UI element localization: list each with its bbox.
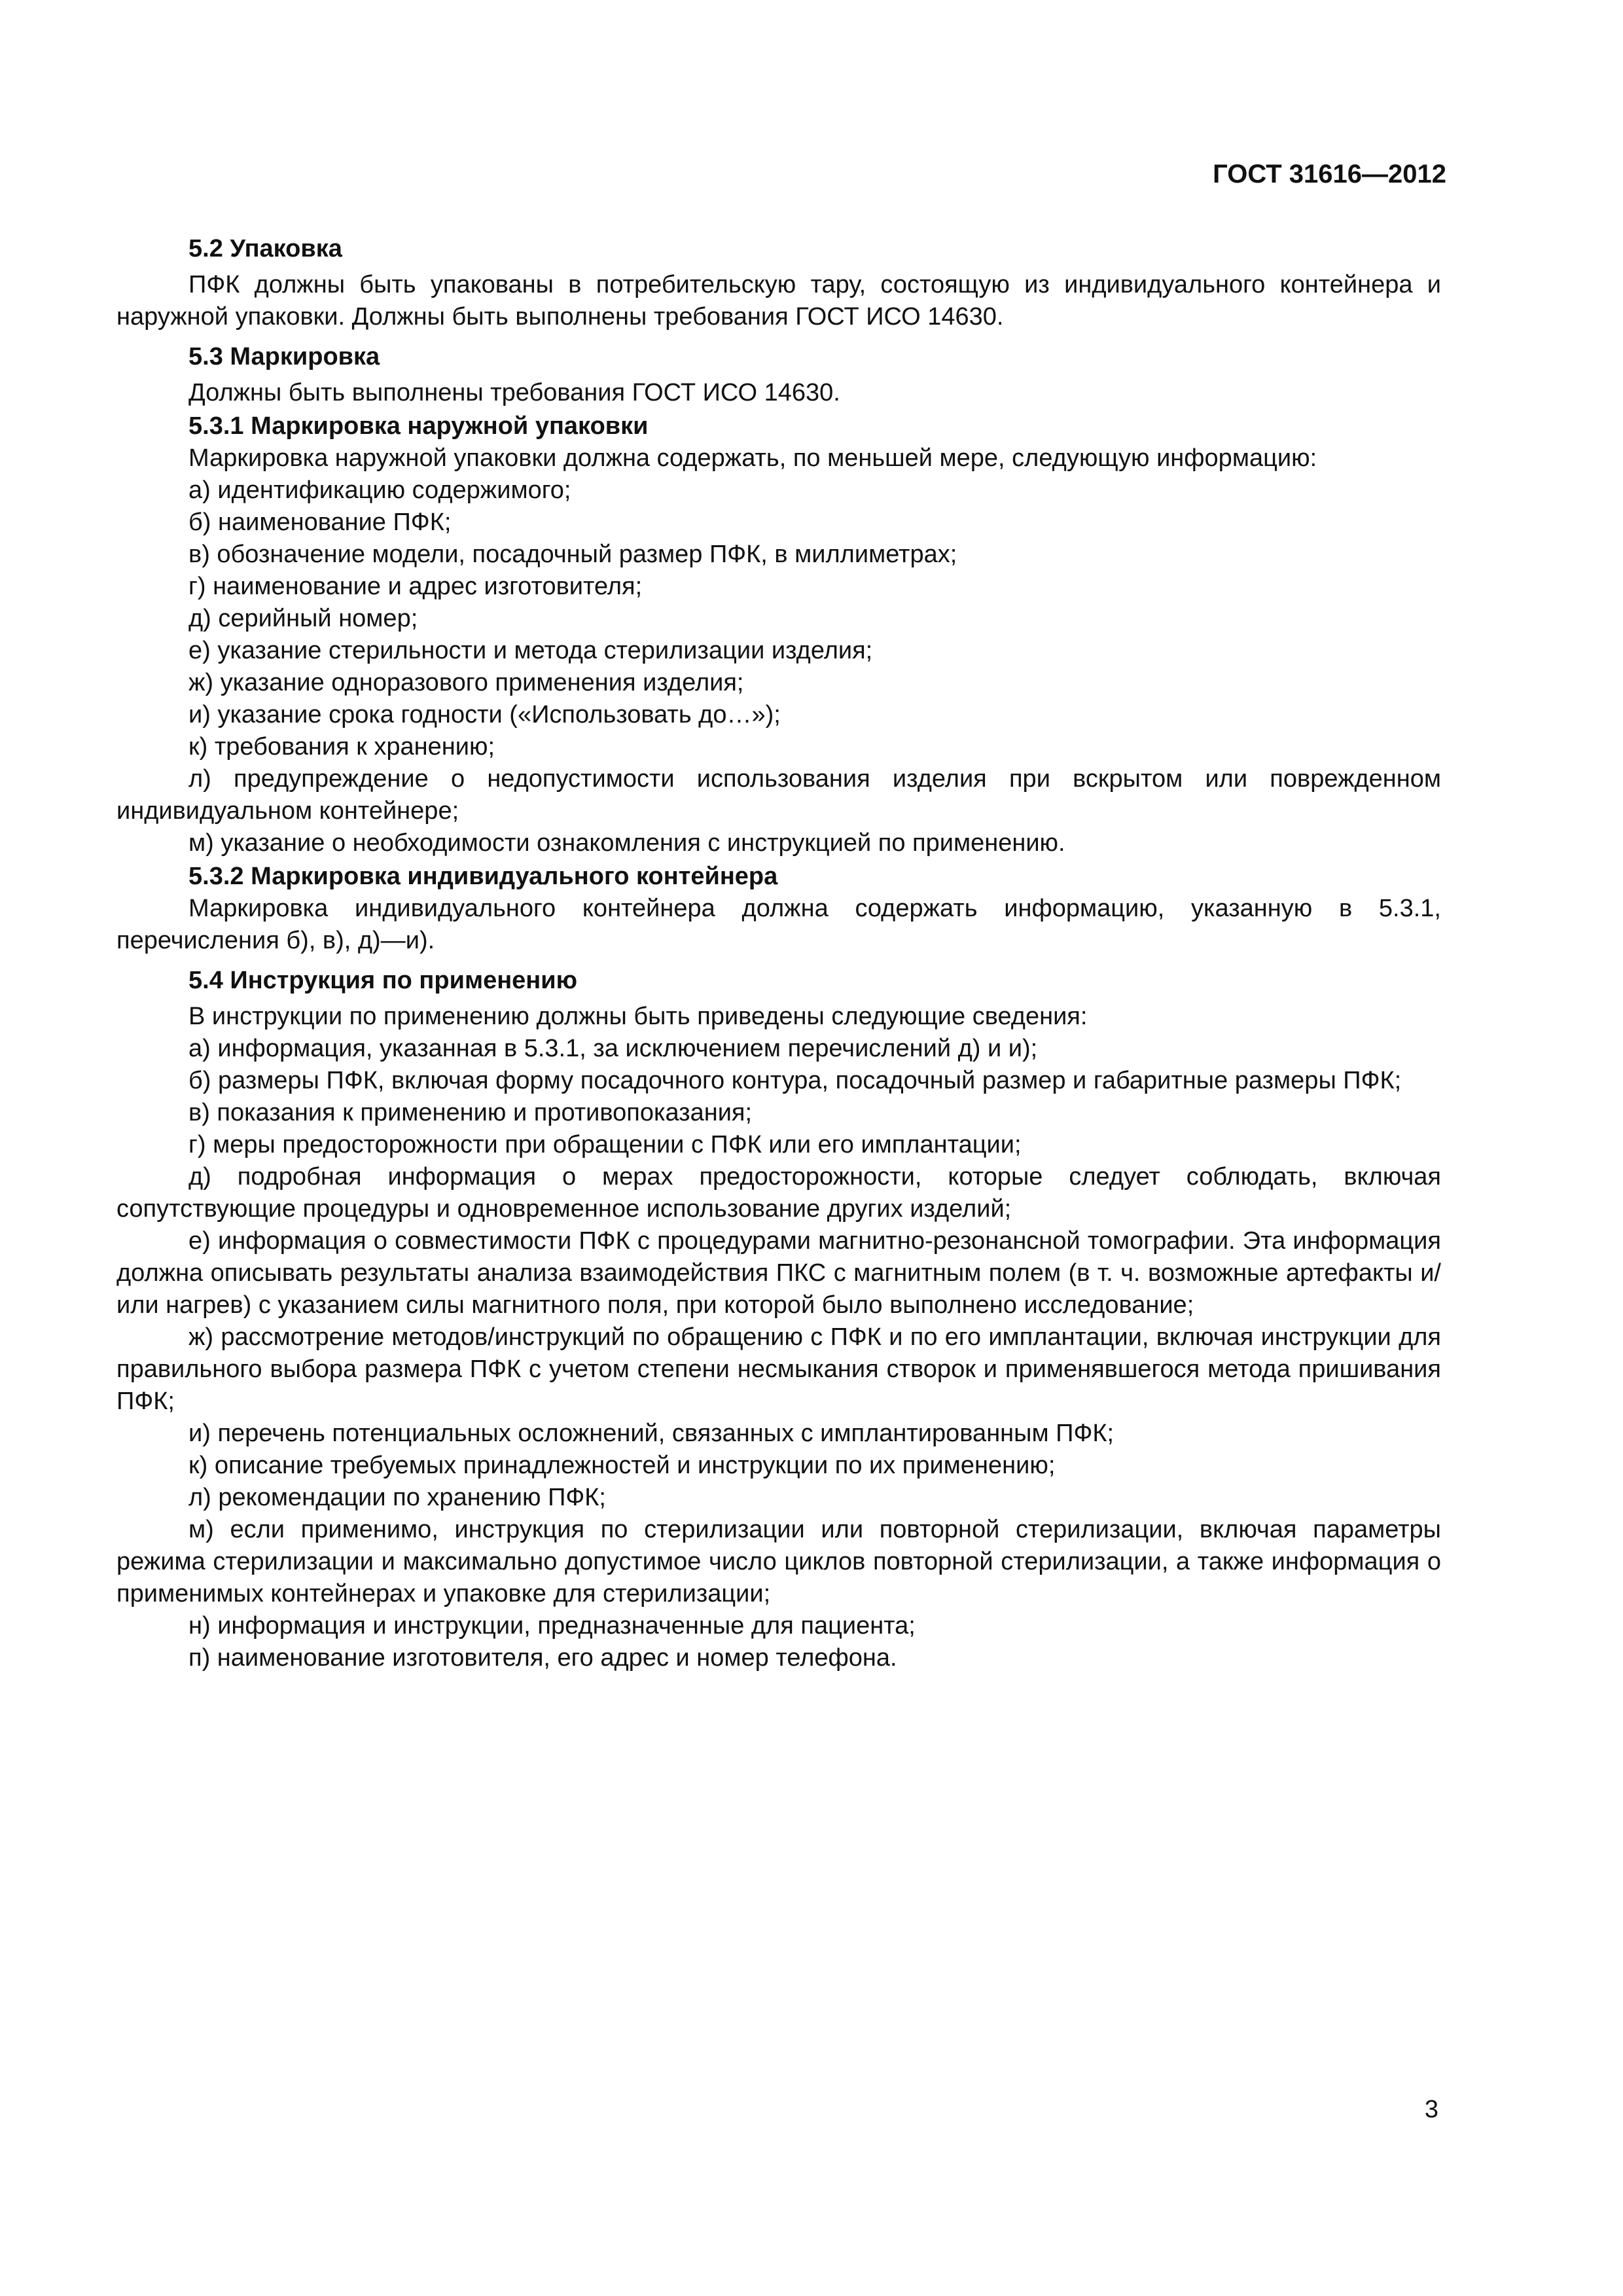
list-item: б) размеры ПФК, включая форму посадочного контура, посадочный размер и габаритные размеры ПФК;: [188, 1067, 1402, 1094]
list-item: и) указание срока годности («Использовать до…»);: [188, 701, 781, 728]
document-code: ГОСТ 31616—2012: [1213, 160, 1446, 188]
paragraph: Маркировка наружной упаковки должна содержать, по меньшей мере, следующую информацию:: [188, 444, 1317, 472]
list-item: к) требования к хранению;: [188, 733, 495, 761]
list-item: и) перечень потенциальных осложнений, связанных с имплантированным ПФК;: [188, 1420, 1115, 1447]
list-item: л) рекомендации по хранению ПФК;: [188, 1484, 606, 1511]
list-item: б) наименование ПФК;: [188, 509, 452, 536]
list-item: в) показания к применению и противопоказания;: [188, 1099, 753, 1126]
section-heading-5-2: 5.2 Упаковка: [188, 235, 342, 262]
list-item: к) описание требуемых принадлежностей и инструкции по их применению;: [188, 1452, 1056, 1479]
paragraph: В инструкции по применению должны быть приведены следующие сведения:: [188, 1003, 1088, 1030]
list-item: г) меры предосторожности при обращении с ПФК или его имплантации;: [188, 1131, 1022, 1158]
list-item: а) информация, указанная в 5.3.1, за исключением перечислений д) и и);: [188, 1035, 1038, 1062]
list-item: л) предупреждение о недопустимости использования изделия при вскрытом или поврежденном индивидуальном контейнере;: [116, 765, 1441, 825]
list-item: д) подробная информация о мерах предосторожности, которые следует соблюдать, включая сопутствующие процедуры и одновременное использование других изделий;: [116, 1163, 1441, 1223]
list-item: е) указание стерильности и метода стерилизации изделия;: [188, 637, 873, 664]
list-item: а) идентификацию содержимого;: [188, 476, 571, 504]
list-item: д) серийный номер;: [188, 605, 418, 632]
list-item: н) информация и инструкции, предназначенные для пациента;: [188, 1612, 916, 1640]
list-item: п) наименование изготовителя, его адрес и номер телефона.: [188, 1644, 897, 1672]
section-heading-5-4: 5.4 Инструкция по применению: [188, 967, 578, 994]
subsection-heading-5-3-1: 5.3.1 Маркировка наружной упаковки: [188, 412, 649, 440]
list-item: ж) рассмотрение методов/инструкций по обращению с ПФК и по его имплантации, включая инструкции для правильного выбора размера ПФК с учетом степени несмыкания створок и применявшегося метода пришивания ПФК;: [116, 1323, 1441, 1415]
paragraph: ПФК должны быть упакованы в потребительскую тару, состоящую из индивидуального контейнера и наружной упаковки. Должны быть выполнены требования ГОСТ ИСО 14630.: [116, 271, 1441, 331]
list-item: м) если применимо, инструкция по стерилизации или повторной стерилизации, включая параметры режима стерилизации и максимально допустимое число циклов повторной стерилизации, а также информация о применимых контейнерах и упаковке для стерилизации;: [116, 1516, 1441, 1607]
list-item: ж) указание одноразового применения изделия;: [188, 669, 744, 696]
subsection-heading-5-3-2: 5.3.2 Маркировка индивидуального контейнера: [188, 863, 778, 890]
paragraph: Должны быть выполнены требования ГОСТ ИСО 14630.: [188, 379, 840, 406]
section-heading-5-3: 5.3 Маркировка: [188, 343, 380, 370]
document-body: [116, 223, 1441, 1674]
list-item: в) обозначение модели, посадочный размер ПФК, в миллиметрах;: [188, 541, 957, 568]
list-item: е) информация о совместимости ПФК с процедурами магнитно-резонансной томографии. Эта информация должна описывать результаты анализа взаимодействия ПКС с магнитным полем (в т. ч. возможные артефакты и/или нагрев) с указанием силы магнитного поля, при которой было выполнено исследование;: [116, 1227, 1441, 1319]
list-item: м) указание о необходимости ознакомления с инструкцией по применению.: [188, 829, 1065, 857]
list-item: г) наименование и адрес изготовителя;: [188, 573, 643, 600]
paragraph: Маркировка индивидуального контейнера должна содержать информацию, указанную в 5.3.1, перечисления б), в), д)—и).: [116, 895, 1441, 954]
page-number: 3: [1424, 2096, 1438, 2123]
